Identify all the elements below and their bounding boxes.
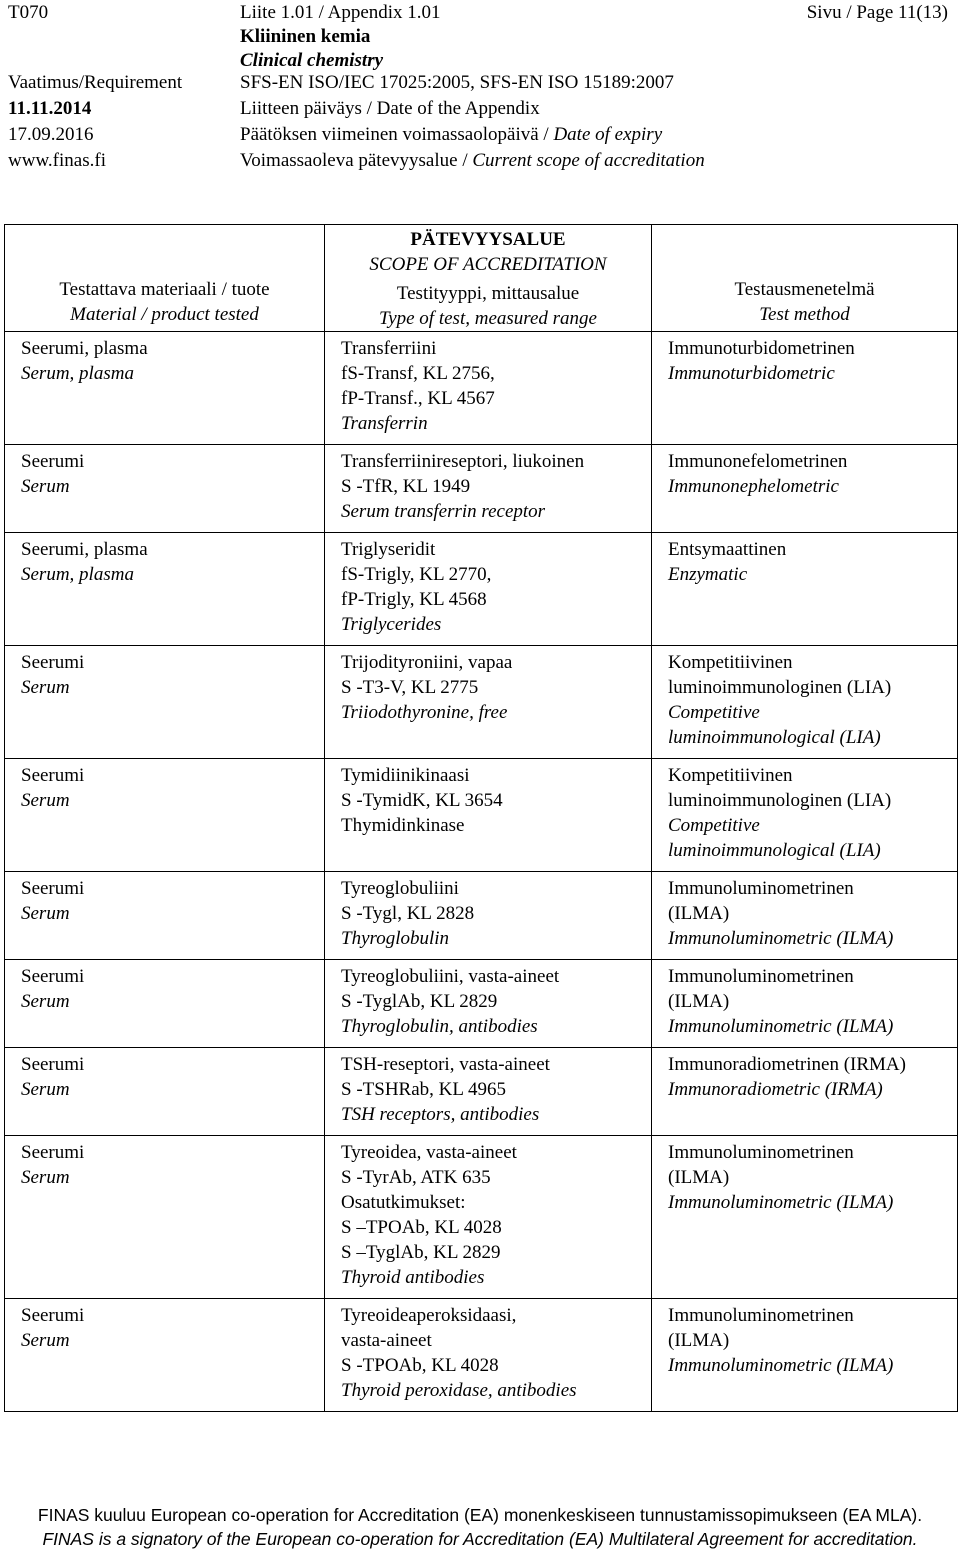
column-header-test-fi: Testityyppi, mittausalue [396,283,580,304]
cell-material-line: Serum, plasma [21,363,134,384]
cell-test-line: fP-Trigly, KL 4568 [341,589,487,610]
cell-test-line: Triglycerides [341,614,442,635]
appendix-date: 11.11.2014 [8,98,92,119]
cell-test-line: Thyroid peroxidase, antibodies [341,1380,577,1401]
cell-test [325,332,652,445]
cell-method-line: Immunonephelometric [668,476,839,497]
cell-test [325,759,652,872]
cell-method-line: luminoimmunologinen (LIA) [668,677,892,698]
table-row [5,533,958,646]
cell-test-line: Thyroid antibodies [341,1267,485,1288]
cell-test [325,646,652,759]
table-row [5,646,958,759]
cell-test [325,872,652,960]
scope-title-en: SCOPE OF ACCREDITATION [369,254,607,275]
cell-method-line: Kompetitiivinen [668,765,793,786]
cell-test-line: fP-Transf., KL 4567 [341,388,495,409]
cell-method [652,872,958,960]
cell-test-line: Tyreoglobuliini [341,878,459,899]
cell-material-line: Serum [21,1167,70,1188]
cell-test-line: Thyroglobulin, antibodies [341,1016,538,1037]
cell-method-line: Immunoturbidometric [668,363,835,384]
cell-material-line: Seerumi [21,966,85,987]
cell-method-line: Competitive [668,702,760,723]
cell-test [325,1299,652,1412]
cell-test-line: Thyroglobulin [341,928,450,949]
field-title-fi: Kliininen kemia [240,26,371,47]
column-header-method-en: Test method [759,304,850,325]
cell-method [652,533,958,646]
header-line-4 [0,70,960,95]
cell-method-line: Immunoluminometrinen [668,966,854,987]
requirement-label: Vaatimus/Requirement [8,72,183,93]
cell-test-line: fS-Trigly, KL 2770, [341,564,492,585]
cell-material-line: Seerumi [21,451,85,472]
cell-method-line: Immunoluminometrinen [668,1142,854,1163]
cell-method [652,445,958,533]
table-row [5,960,958,1048]
footer-note-fi: FINAS kuuluu European co-operation for Accreditation (EA) monenkeskiseen tunnustamissopimukseen (EA MLA). [37,1505,923,1525]
cell-method-line: (ILMA) [668,1167,730,1188]
cell-test-line: Transferriinireseptori, liukoinen [341,451,585,472]
cell-test-line: Tyreoidea, vasta-aineet [341,1142,517,1163]
table-row [5,445,958,533]
cell-method [652,1136,958,1299]
cell-test-line: S -TSHRab, KL 4965 [341,1079,507,1100]
cell-method [652,1048,958,1136]
cell-method-line: Competitive [668,815,760,836]
cell-method [652,759,958,872]
table-body [5,332,958,1412]
table-row [5,1299,958,1412]
cell-method-line: Immunoluminometric (ILMA) [668,928,894,949]
cell-method-line: Immunoradiometrinen (IRMA) [668,1054,906,1075]
cell-method-line: Entsymaattinen [668,539,787,560]
column-header-material-fi: Testattava materiaali / tuote [59,279,270,300]
cell-test [325,533,652,646]
cell-method [652,1299,958,1412]
cell-method-line: Enzymatic [668,564,748,585]
cell-test-line: S –TPOAb, KL 4028 [341,1217,502,1238]
cell-test-line: S -TPOAb, KL 4028 [341,1355,499,1376]
cell-test-line: Tyreoglobuliini, vasta-aineet [341,966,560,987]
cell-test-line: Transferrin [341,413,428,434]
cell-test-line: Tyreoideaperoksidaasi, [341,1305,517,1326]
header-line-1 [0,0,960,25]
cell-material-line: Serum [21,790,70,811]
cell-test [325,445,652,533]
cell-material-line: Serum [21,476,70,497]
cell-method-line: luminoimmunological (LIA) [668,727,881,748]
cell-method-line: luminoimmunological (LIA) [668,840,881,861]
cell-material-line: Serum [21,1330,70,1351]
column-header-method-fi: Testausmenetelmä [734,279,875,300]
cell-method-line: Immunoluminometric (ILMA) [668,1192,894,1213]
cell-test-line: Thymidinkinase [341,815,465,836]
table-row [5,1136,958,1299]
cell-material-line: Seerumi, plasma [21,338,148,359]
column-header-method [652,225,958,332]
cell-material-line: Seerumi [21,1142,85,1163]
column-header-test-en: Type of test, measured range [379,308,597,329]
cell-method-line: Immunoradiometric (IRMA) [668,1079,883,1100]
cell-test-line: TSH receptors, antibodies [341,1104,540,1125]
cell-material-line: Seerumi [21,878,85,899]
cell-test-line: Osatutkimukset: [341,1192,466,1213]
page-number: Sivu / Page 11(13) [806,2,948,23]
cell-material-line: Serum [21,991,70,1012]
cell-material-line: Seerumi [21,1054,85,1075]
expiry-label: Päätöksen viimeinen voimassaolopäivä / Date of expiry [240,124,663,145]
cell-material-line: Serum [21,903,70,924]
cell-test-line: S –TyglAb, KL 2829 [341,1242,501,1263]
document-code: T070 [8,2,49,23]
cell-material-line: Seerumi [21,652,85,673]
table-row [5,1048,958,1136]
cell-material-line: Serum [21,1079,70,1100]
cell-test-line: S -T3-V, KL 2775 [341,677,479,698]
cell-test-line: S -Tygl, KL 2828 [341,903,475,924]
cell-test-line: Transferriini [341,338,437,359]
cell-method [652,332,958,445]
cell-material [5,960,325,1048]
cell-method-line: Immunoluminometrinen [668,1305,854,1326]
cell-test-line: TSH-reseptori, vasta-aineet [341,1054,550,1075]
appendix-date-label: Liitteen päiväys / Date of the Appendix [240,98,540,119]
scope-table [4,224,958,1412]
cell-test-line: Serum transferrin receptor [341,501,546,522]
cell-test [325,1136,652,1299]
cell-material [5,445,325,533]
cell-method [652,646,958,759]
table-row [5,872,958,960]
cell-material-line: Seerumi, plasma [21,539,148,560]
cell-material-line: Serum [21,677,70,698]
expiry-date: 17.09.2016 [8,124,94,145]
column-header-material [5,225,325,332]
cell-test-line: S -TyrAb, ATK 635 [341,1167,491,1188]
cell-test [325,1048,652,1136]
field-title-en: Clinical chemistry [240,50,384,71]
cell-test-line: Tymidiinikinaasi [341,765,470,786]
cell-material-line: Serum, plasma [21,564,134,585]
scope-title-fi: PÄTEVYYSALUE [410,229,566,250]
cell-material [5,1299,325,1412]
cell-material [5,1136,325,1299]
cell-test-line: S -TymidK, KL 3654 [341,790,503,811]
cell-material [5,1048,325,1136]
cell-method-line: (ILMA) [668,991,730,1012]
cell-method-line: Immunonefelometrinen [668,451,848,472]
cell-material [5,533,325,646]
column-header-test [325,225,652,332]
cell-method-line: luminoimmunologinen (LIA) [668,790,892,811]
cell-method-line: Immunoturbidometrinen [668,338,855,359]
table-row [5,759,958,872]
cell-material-line: Seerumi [21,765,85,786]
cell-test-line: S -TfR, KL 1949 [341,476,471,497]
cell-material [5,646,325,759]
cell-method-line: Immunoluminometric (ILMA) [668,1355,894,1376]
footer-note-en: FINAS is a signatory of the European co-operation for Accreditation (EA) Multilateral Agreement for accreditation. [42,1529,918,1549]
table-header-row [5,225,958,332]
cell-test-line: Triiodothyronine, free [341,702,508,723]
cell-test-line: S -TyglAb, KL 2829 [341,991,498,1012]
cell-method-line: Immunoluminometrinen [668,878,854,899]
cell-test-line: Trijodityroniini, vapaa [341,652,513,673]
cell-test [325,960,652,1048]
cell-material [5,872,325,960]
cell-material-line: Seerumi [21,1305,85,1326]
cell-method-line: Kompetitiivinen [668,652,793,673]
cell-material [5,759,325,872]
column-header-material-en: Material / product tested [70,304,259,325]
table-row [5,332,958,445]
cell-test-line: vasta-aineet [341,1330,432,1351]
appendix-label: Liite 1.01 / Appendix 1.01 [240,2,441,23]
website-link[interactable]: www.finas.fi [8,150,106,171]
cell-test-line: Triglyseridit [341,539,436,560]
cell-test-line: fS-Transf, KL 2756, [341,363,495,384]
cell-method [652,960,958,1048]
cell-material [5,332,325,445]
cell-method-line: (ILMA) [668,903,730,924]
cell-method-line: (ILMA) [668,1330,730,1351]
scope-label: Voimassaoleva pätevyysalue / Current scope of accreditation [240,150,705,171]
cell-method-line: Immunoluminometric (ILMA) [668,1016,894,1037]
requirement-value: SFS-EN ISO/IEC 17025:2005, SFS-EN ISO 15189:2007 [240,72,674,93]
